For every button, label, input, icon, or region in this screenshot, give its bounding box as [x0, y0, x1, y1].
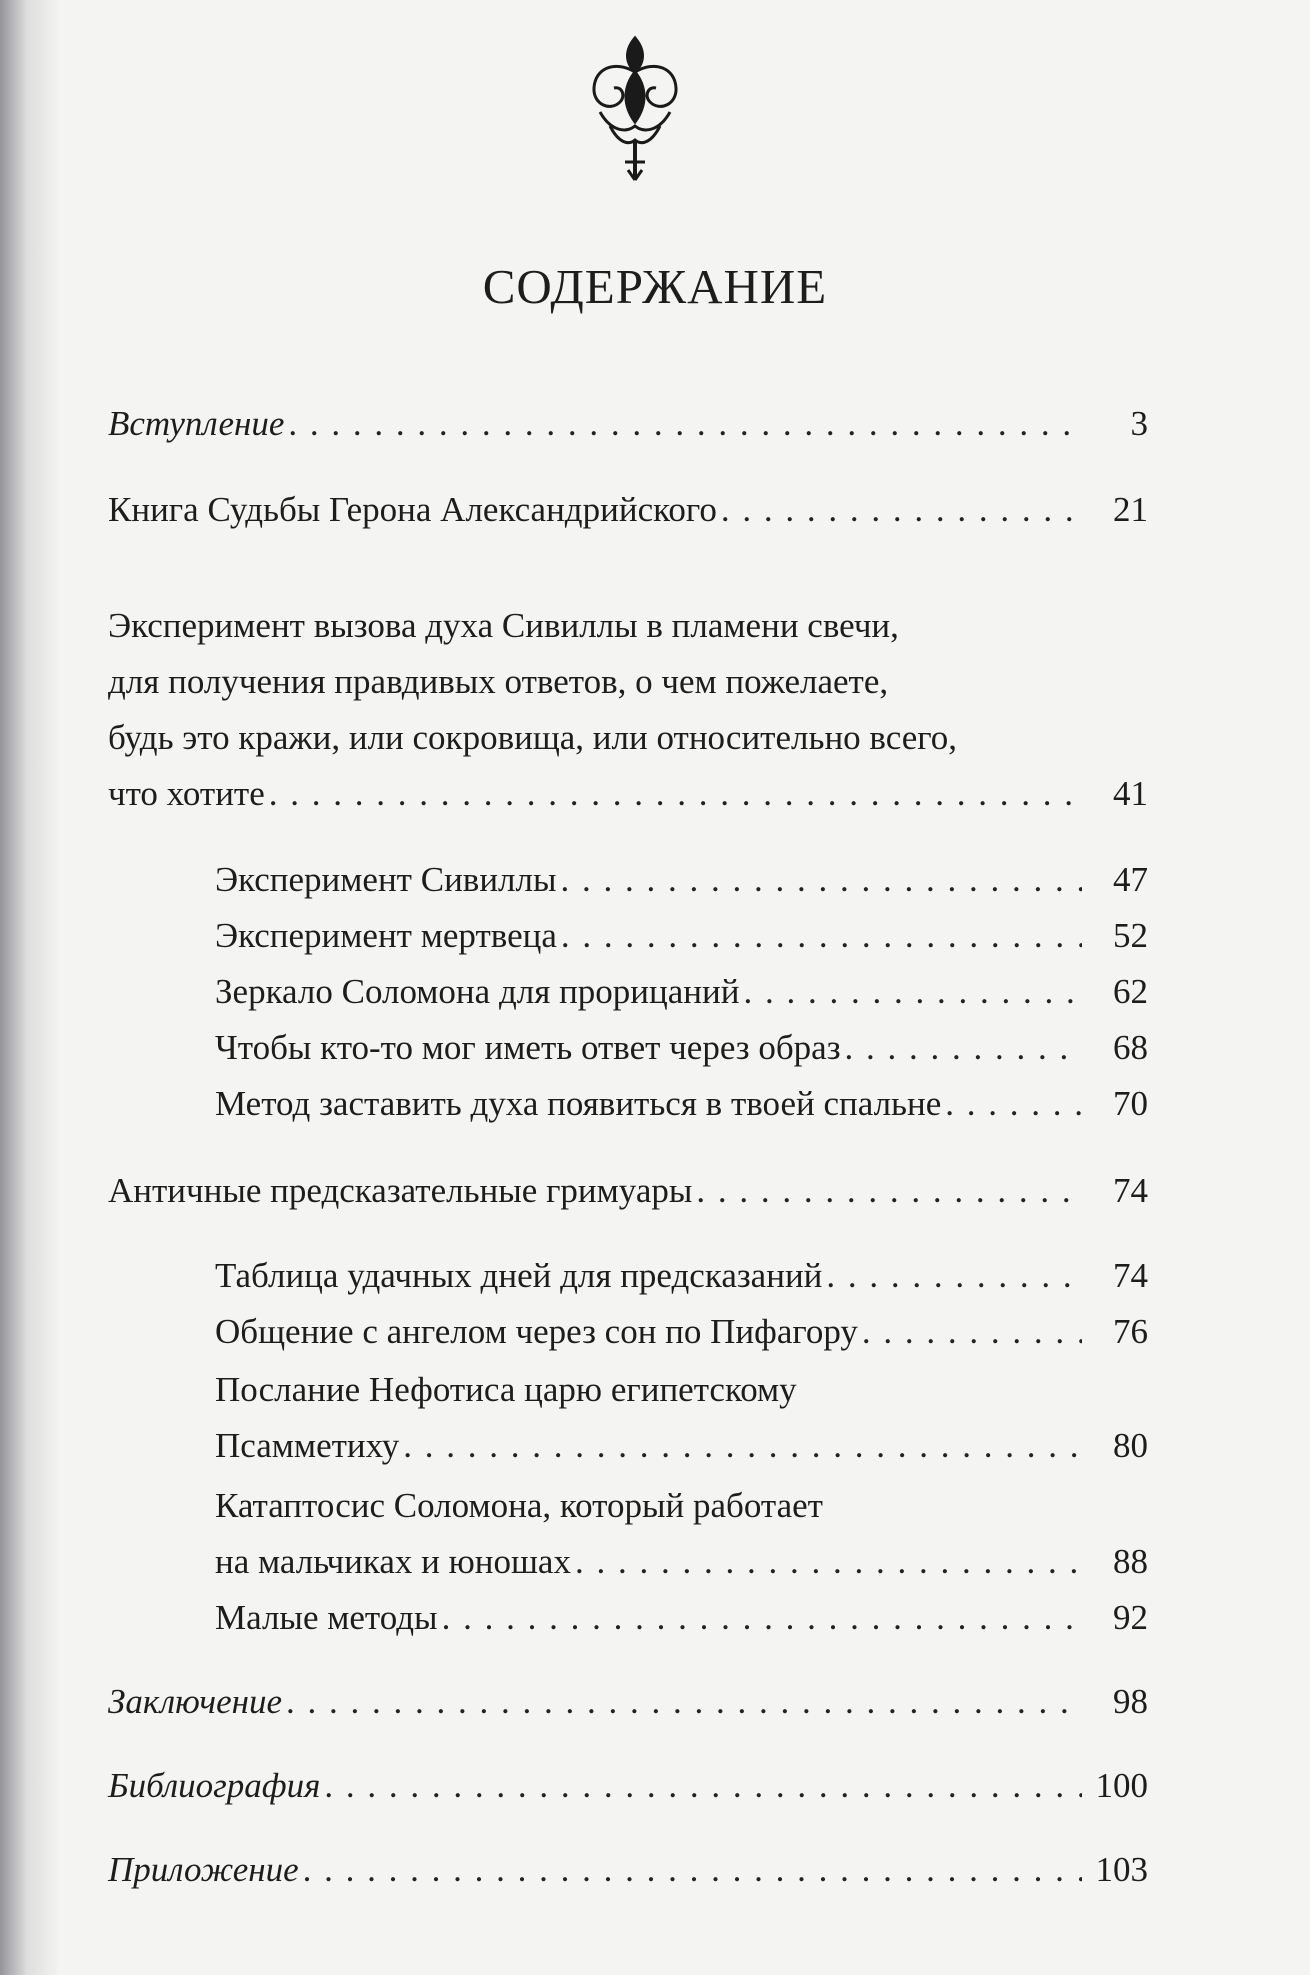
toc-line — [108, 766, 1148, 822]
toc-line — [215, 964, 1148, 1020]
toc-page-number: 70 — [1113, 1084, 1148, 1123]
toc-entry-label: Библиография — [108, 1766, 321, 1805]
toc-entry-appendix — [108, 1842, 1148, 1898]
toc-page-number: 74 — [1113, 1256, 1148, 1295]
toc-entry-label: Зеркало Соломона для прорицаний — [215, 972, 740, 1011]
leader-dots — [826, 1248, 1082, 1304]
toc-entry-solomon-mirror — [215, 964, 1148, 1020]
toc-page-number: 74 — [1113, 1171, 1148, 1210]
leader-dots — [324, 1758, 1082, 1814]
toc-page-number: 76 — [1113, 1312, 1148, 1351]
toc-entry-label: что хотите — [108, 774, 265, 813]
toc-entry-line: Послание Нефотиса царю египетскому — [215, 1370, 797, 1409]
toc-entry-label: Псамметиху — [215, 1426, 400, 1465]
toc-line — [108, 1163, 1148, 1219]
fleuron-ornament-icon — [580, 30, 690, 190]
toc-page-number: 62 — [1113, 972, 1148, 1011]
toc-line — [215, 908, 1148, 964]
toc-line — [108, 1758, 1148, 1814]
toc-entry-introduction — [108, 396, 1148, 452]
toc-page-number: 3 — [1130, 404, 1148, 443]
leader-dots — [286, 1674, 1082, 1730]
toc-line — [215, 1534, 1148, 1590]
toc-entry-line: Катаптосис Соломона, который работает — [215, 1486, 823, 1525]
toc-entry-sibyl-experiment-candle — [108, 598, 1148, 822]
toc-entry-solomon-kataptosis — [215, 1478, 1148, 1590]
toc-entry-label: Общение с ангелом через сон по Пифагору — [215, 1312, 858, 1351]
leader-dots — [561, 852, 1082, 908]
toc-entry-label: на мальчиках и юношах — [215, 1542, 571, 1581]
toc-page-number: 88 — [1113, 1542, 1148, 1581]
toc-entry-label: Чтобы кто-то мог иметь ответ через образ — [215, 1028, 841, 1067]
toc-entry-line: Эксперимент вызова духа Сивиллы в пламени свечи, — [108, 606, 899, 645]
toc-page-number: 21 — [1113, 490, 1148, 529]
leader-dots — [288, 396, 1082, 452]
toc-entry-line: будь это кражи, или сокровища, или относительно всего, — [108, 718, 957, 757]
leader-dots — [575, 1534, 1082, 1590]
toc-line — [215, 1590, 1148, 1646]
toc-entry-lucky-days-table — [215, 1248, 1148, 1304]
toc-page-number: 80 — [1113, 1426, 1148, 1465]
toc-entry-nephotis-letter — [215, 1362, 1148, 1474]
toc-entry-sibyl-experiment — [215, 852, 1148, 908]
toc-entry-label: Заключение — [108, 1682, 283, 1721]
leader-dots — [845, 1020, 1082, 1076]
toc-line — [215, 1248, 1148, 1304]
toc-entry-label: Эксперимент Сивиллы — [215, 860, 557, 899]
leader-dots — [744, 964, 1083, 1020]
leader-dots — [403, 1418, 1082, 1474]
toc-entry-line: для получения правдивых ответов, о чем пожелаете, — [108, 662, 889, 701]
leader-dots — [303, 1842, 1082, 1898]
toc-line — [215, 1076, 1148, 1132]
toc-line — [108, 482, 1148, 538]
toc-line — [108, 1842, 1148, 1898]
toc-entry-label: Метод заставить духа появиться в твоей спальне — [215, 1084, 942, 1123]
toc-page-number: 100 — [1095, 1766, 1148, 1805]
toc-page-number: 92 — [1113, 1598, 1148, 1637]
toc-line — [215, 1020, 1148, 1076]
toc-entry-label: Вступление — [108, 404, 285, 443]
toc-entry-antique-grimoires — [108, 1163, 1148, 1219]
leader-dots — [696, 1163, 1082, 1219]
toc-entry-spirit-bedroom-method — [215, 1076, 1148, 1132]
leader-dots — [442, 1590, 1082, 1646]
toc-entry-answer-through-image — [215, 1020, 1148, 1076]
leader-dots — [561, 908, 1082, 964]
toc-line — [215, 1418, 1148, 1474]
toc-line — [215, 852, 1148, 908]
toc-entry-bibliography — [108, 1758, 1148, 1814]
toc-page-number: 98 — [1113, 1682, 1148, 1721]
page-title: СОДЕРЖАНИЕ — [482, 259, 828, 314]
toc-entry-label: Эксперимент мертвеца — [215, 916, 557, 955]
toc-page-number: 41 — [1113, 774, 1148, 813]
toc-entry-label: Таблица удачных дней для предсказаний — [215, 1256, 823, 1295]
leader-dots — [721, 482, 1082, 538]
toc-page-number: 47 — [1113, 860, 1148, 899]
toc-entry-heron-book — [108, 482, 1148, 538]
toc-entry-conclusion — [108, 1674, 1148, 1730]
toc-page-number: 103 — [1095, 1850, 1148, 1889]
toc-entry-small-methods — [215, 1590, 1148, 1646]
toc-line — [215, 1304, 1148, 1360]
toc-line — [108, 1674, 1148, 1730]
toc-entry-label: Античные предсказательные гримуары — [108, 1171, 693, 1210]
toc-page-number: 52 — [1113, 916, 1148, 955]
leader-dots — [862, 1304, 1082, 1360]
leader-dots — [945, 1076, 1082, 1132]
leader-dots — [269, 766, 1082, 822]
toc-entry-label: Малые методы — [215, 1598, 438, 1637]
toc-page-number: 68 — [1113, 1028, 1148, 1067]
toc-entry-label: Книга Судьбы Герона Александрийского — [108, 490, 717, 529]
toc-line — [108, 396, 1148, 452]
toc-entry-pythagoras-angel — [215, 1304, 1148, 1360]
toc-entry-label: Приложение — [108, 1850, 299, 1889]
toc-entry-dead-man-experiment — [215, 908, 1148, 964]
